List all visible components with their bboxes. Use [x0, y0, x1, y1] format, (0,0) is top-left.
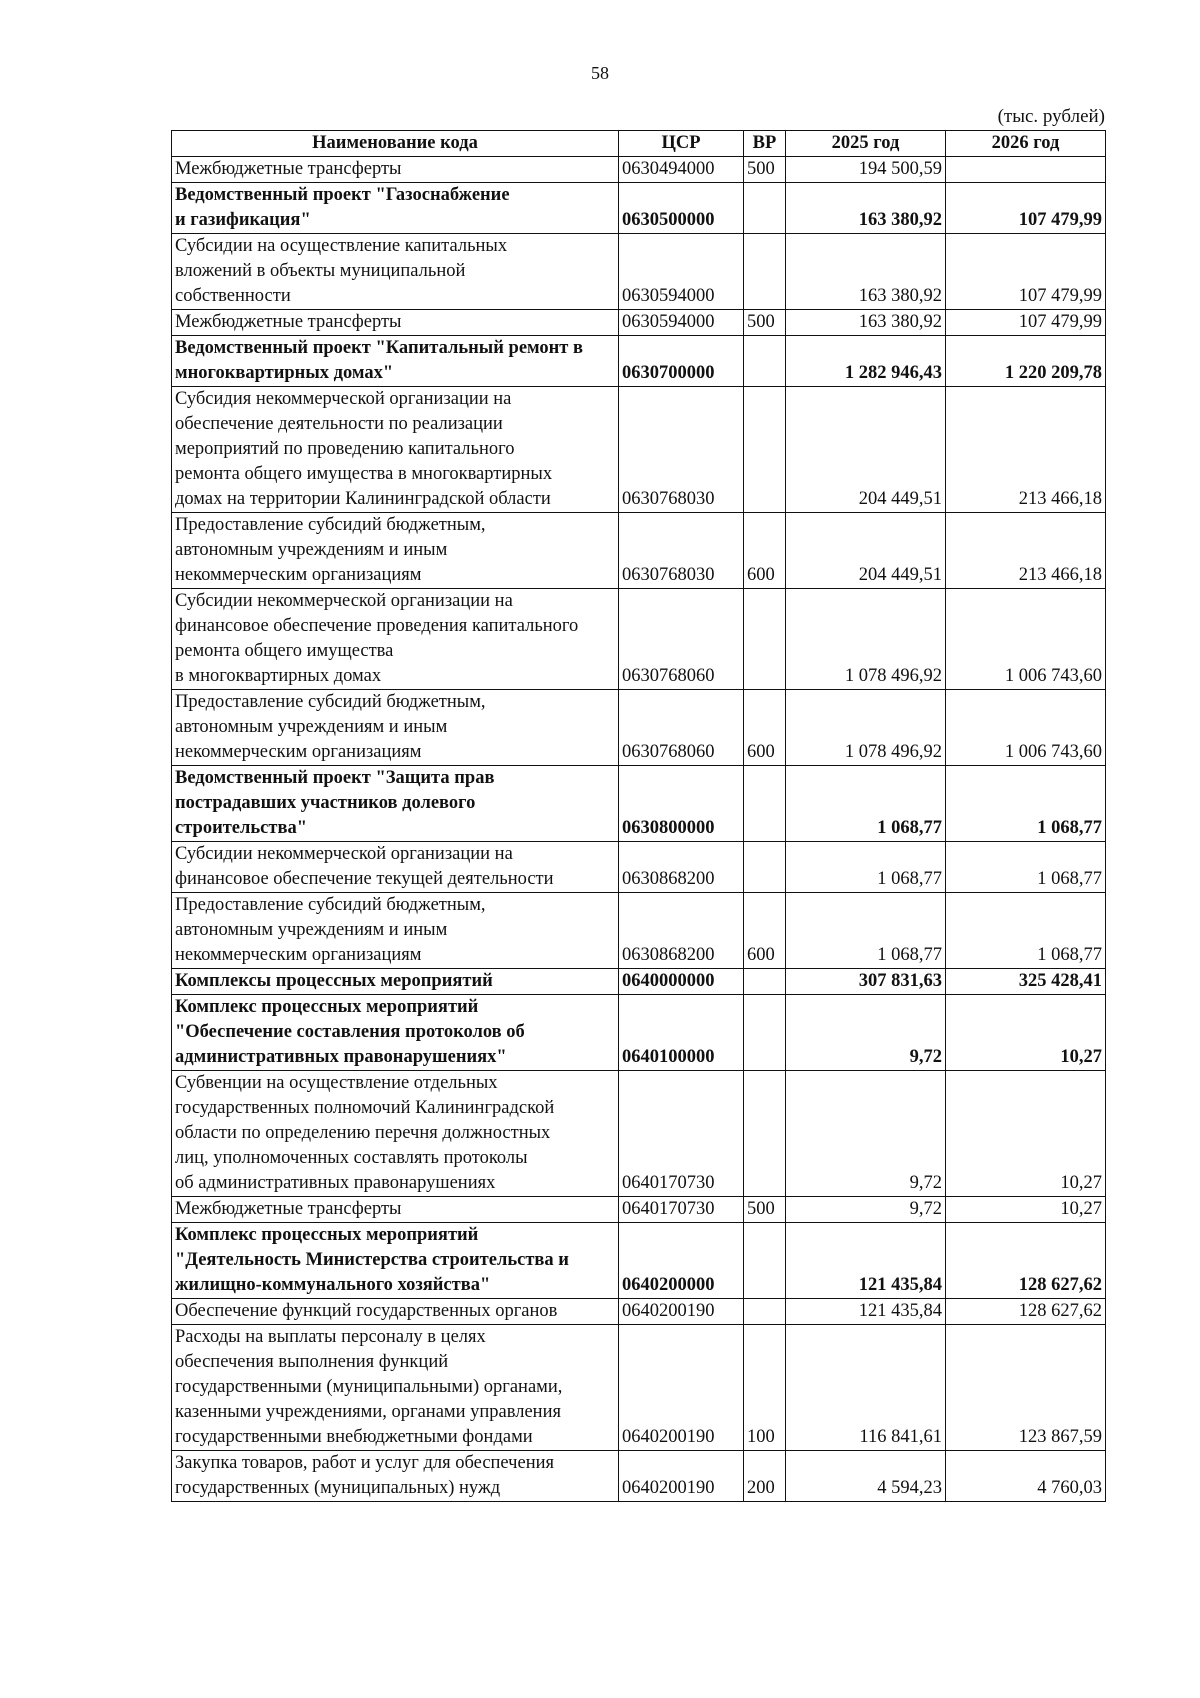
table-row — [172, 1325, 1106, 1451]
row-2025: 1 078 496,92 — [786, 589, 946, 690]
row-2026: 10,27 — [946, 1197, 1106, 1223]
row-vr — [744, 766, 786, 842]
row-csr: 0630768030 — [619, 387, 744, 513]
table-row — [172, 336, 1106, 387]
row-csr: 0640170730 — [619, 1071, 744, 1197]
row-vr: 100 — [744, 1325, 786, 1451]
budget-table — [171, 130, 1106, 1502]
row-name-line: Предоставление субсидий бюджетным, — [175, 515, 486, 535]
row-name-line: в многоквартирных домах — [175, 666, 382, 686]
row-name-line: Межбюджетные трансферты — [175, 312, 402, 332]
row-2025: 9,72 — [786, 995, 946, 1071]
row-2026: 213 466,18 — [946, 387, 1106, 513]
row-name-line: автономным учреждениям и иным — [175, 920, 448, 940]
row-vr — [744, 1071, 786, 1197]
row-name-line: Межбюджетные трансферты — [175, 1199, 402, 1219]
row-name — [172, 893, 619, 969]
row-csr: 0630868200 — [619, 893, 744, 969]
row-2025: 1 282 946,43 — [786, 336, 946, 387]
row-name-line: ремонта общего имущества — [175, 641, 394, 661]
row-name-line: административных правонарушениях" — [175, 1047, 507, 1067]
row-2025: 121 435,84 — [786, 1299, 946, 1325]
row-name-line: государственными (муниципальными) органами, — [175, 1377, 563, 1397]
row-csr: 0630768060 — [619, 690, 744, 766]
row-vr — [744, 183, 786, 234]
row-name-line: Межбюджетные трансферты — [175, 159, 402, 179]
row-csr: 0640000000 — [619, 969, 744, 995]
table-body — [172, 157, 1106, 1502]
row-name-line: "Обеспечение составления протоколов об — [175, 1022, 525, 1042]
header-vr: ВР — [744, 131, 786, 157]
row-name-line: Предоставление субсидий бюджетным, — [175, 895, 486, 915]
row-vr — [744, 234, 786, 310]
row-name-line: финансовое обеспечение текущей деятельности — [175, 869, 554, 889]
row-2025: 1 068,77 — [786, 842, 946, 893]
row-2026: 1 006 743,60 — [946, 690, 1106, 766]
row-name-line: области по определению перечня должностных — [175, 1123, 551, 1143]
row-name — [172, 969, 619, 995]
row-2026: 4 760,03 — [946, 1451, 1106, 1502]
row-name-line: Комплексы процессных мероприятий — [175, 971, 493, 991]
table-row — [172, 893, 1106, 969]
row-name — [172, 513, 619, 589]
row-name-line: Комплекс процессных мероприятий — [175, 997, 479, 1017]
row-csr: 0640100000 — [619, 995, 744, 1071]
row-name — [172, 1451, 619, 1502]
table-row — [172, 842, 1106, 893]
row-name-line: лиц, уполномоченных составлять протоколы — [175, 1148, 528, 1168]
row-name — [172, 387, 619, 513]
row-csr: 0640200190 — [619, 1299, 744, 1325]
row-name — [172, 589, 619, 690]
row-2026: 10,27 — [946, 995, 1106, 1071]
row-vr: 500 — [744, 310, 786, 336]
row-name — [172, 310, 619, 336]
row-2025: 4 594,23 — [786, 1451, 946, 1502]
page-number: 58 — [591, 63, 609, 83]
row-csr: 0630494000 — [619, 157, 744, 183]
header-2026: 2026 год — [946, 131, 1106, 157]
row-2026 — [946, 157, 1106, 183]
row-name-line: Комплекс процессных мероприятий — [175, 1225, 479, 1245]
row-vr: 500 — [744, 157, 786, 183]
row-name-line: собственности — [175, 286, 291, 306]
row-csr: 0630868200 — [619, 842, 744, 893]
row-2026: 128 627,62 — [946, 1223, 1106, 1299]
row-csr: 0630594000 — [619, 234, 744, 310]
row-name-line: некоммерческим организациям — [175, 945, 422, 965]
row-2026: 10,27 — [946, 1071, 1106, 1197]
table-row — [172, 995, 1106, 1071]
row-name-line: Ведомственный проект "Защита прав — [175, 768, 495, 788]
row-2025: 163 380,92 — [786, 234, 946, 310]
row-name-line: домах на территории Калининградской области — [175, 489, 551, 509]
row-vr: 500 — [744, 1197, 786, 1223]
table-row — [172, 589, 1106, 690]
row-2025: 194 500,59 — [786, 157, 946, 183]
table-row — [172, 310, 1106, 336]
row-name-line: строительства" — [175, 818, 307, 838]
row-name — [172, 234, 619, 310]
table-row — [172, 1451, 1106, 1502]
row-2026: 107 479,99 — [946, 234, 1106, 310]
row-csr: 0630768060 — [619, 589, 744, 690]
table-row — [172, 1071, 1106, 1197]
row-2026: 1 068,77 — [946, 842, 1106, 893]
row-csr: 0630700000 — [619, 336, 744, 387]
table-row — [172, 766, 1106, 842]
row-name-line: мероприятий по проведению капитального — [175, 439, 515, 459]
row-vr: 600 — [744, 893, 786, 969]
row-2026: 325 428,41 — [946, 969, 1106, 995]
row-name-line: жилищно-коммунального хозяйства" — [175, 1275, 491, 1295]
header-2025: 2025 год — [786, 131, 946, 157]
row-vr — [744, 1299, 786, 1325]
row-2025: 1 068,77 — [786, 893, 946, 969]
row-name-line: Закупка товаров, работ и услуг для обеспечения — [175, 1453, 555, 1473]
row-vr — [744, 387, 786, 513]
table-row — [172, 234, 1106, 310]
row-name-line: некоммерческим организациям — [175, 742, 422, 762]
table-row — [172, 387, 1106, 513]
row-2025: 9,72 — [786, 1071, 946, 1197]
row-name-line: Ведомственный проект "Газоснабжение — [175, 185, 510, 205]
row-name — [172, 842, 619, 893]
row-vr: 600 — [744, 513, 786, 589]
table-row — [172, 157, 1106, 183]
row-2026: 1 220 209,78 — [946, 336, 1106, 387]
row-name-line: автономным учреждениям и иным — [175, 540, 448, 560]
row-name — [172, 1299, 619, 1325]
row-csr: 0640200000 — [619, 1223, 744, 1299]
row-2025: 121 435,84 — [786, 1223, 946, 1299]
row-name-line: Предоставление субсидий бюджетным, — [175, 692, 486, 712]
row-csr: 0640170730 — [619, 1197, 744, 1223]
row-2026: 107 479,99 — [946, 183, 1106, 234]
row-csr: 0630800000 — [619, 766, 744, 842]
row-name-line: ремонта общего имущества в многоквартирных — [175, 464, 553, 484]
row-vr — [744, 1223, 786, 1299]
row-name-line: финансовое обеспечение проведения капитального — [175, 616, 579, 636]
row-name-line: некоммерческим организациям — [175, 565, 422, 585]
row-name-line: Субсидия некоммерческой организации на — [175, 389, 512, 409]
row-2025: 1 078 496,92 — [786, 690, 946, 766]
row-2026: 1 068,77 — [946, 766, 1106, 842]
row-csr: 0630594000 — [619, 310, 744, 336]
row-csr: 0640200190 — [619, 1325, 744, 1451]
row-2025: 116 841,61 — [786, 1325, 946, 1451]
header-row — [172, 131, 1106, 157]
row-2026: 213 466,18 — [946, 513, 1106, 589]
row-name-line: Субвенции на осуществление отдельных — [175, 1073, 498, 1093]
row-2025: 163 380,92 — [786, 310, 946, 336]
row-2026: 1 006 743,60 — [946, 589, 1106, 690]
row-name-line: государственных (муниципальных) нужд — [175, 1478, 501, 1498]
row-2025: 307 831,63 — [786, 969, 946, 995]
table-row — [172, 1197, 1106, 1223]
row-name-line: "Деятельность Министерства строительства и — [175, 1250, 569, 1270]
row-vr — [744, 969, 786, 995]
row-name — [172, 690, 619, 766]
row-name-line: Ведомственный проект "Капитальный ремонт в — [175, 338, 584, 358]
row-name — [172, 1197, 619, 1223]
row-name-line: и газификация" — [175, 210, 311, 230]
row-csr: 0630500000 — [619, 183, 744, 234]
row-2025: 204 449,51 — [786, 387, 946, 513]
row-name-line: Расходы на выплаты персоналу в целях — [175, 1327, 486, 1347]
row-2025: 9,72 — [786, 1197, 946, 1223]
row-2025: 163 380,92 — [786, 183, 946, 234]
row-name-line: пострадавших участников долевого — [175, 793, 476, 813]
table-header — [172, 131, 1106, 157]
row-name-line: Обеспечение функций государственных органов — [175, 1301, 558, 1321]
row-name — [172, 995, 619, 1071]
row-name-line: обеспечения выполнения функций — [175, 1352, 449, 1372]
row-vr — [744, 842, 786, 893]
table-row — [172, 1299, 1106, 1325]
row-name-line: многоквартирных домах" — [175, 363, 394, 383]
row-name-line: автономным учреждениям и иным — [175, 717, 448, 737]
table-row — [172, 1223, 1106, 1299]
row-2025: 204 449,51 — [786, 513, 946, 589]
row-name-line: Субсидии некоммерческой организации на — [175, 591, 513, 611]
row-name — [172, 1071, 619, 1197]
row-2025: 1 068,77 — [786, 766, 946, 842]
row-name-line: об административных правонарушениях — [175, 1173, 496, 1193]
row-name — [172, 766, 619, 842]
row-2026: 1 068,77 — [946, 893, 1106, 969]
row-name-line: Субсидии некоммерческой организации на — [175, 844, 513, 864]
row-name-line: государственными внебюджетными фондами — [175, 1427, 533, 1447]
row-name-line: вложений в объекты муниципальной — [175, 261, 466, 281]
row-vr: 600 — [744, 690, 786, 766]
row-vr: 200 — [744, 1451, 786, 1502]
row-name — [172, 336, 619, 387]
row-2026: 128 627,62 — [946, 1299, 1106, 1325]
row-name — [172, 183, 619, 234]
row-csr: 0630768030 — [619, 513, 744, 589]
row-name-line: обеспечение деятельности по реализации — [175, 414, 503, 434]
row-2026: 123 867,59 — [946, 1325, 1106, 1451]
table-row — [172, 183, 1106, 234]
table-row — [172, 690, 1106, 766]
row-vr — [744, 589, 786, 690]
header-csr: ЦСР — [619, 131, 744, 157]
row-name-line: казенными учреждениями, органами управления — [175, 1402, 561, 1422]
row-2026: 107 479,99 — [946, 310, 1106, 336]
table-row — [172, 513, 1106, 589]
row-name-line: Субсидии на осуществление капитальных — [175, 236, 508, 256]
header-name: Наименование кода — [172, 131, 619, 157]
row-name-line: государственных полномочий Калининградской — [175, 1098, 555, 1118]
row-name — [172, 1223, 619, 1299]
row-vr — [744, 995, 786, 1071]
units-label: (тыс. рублей) — [997, 106, 1105, 127]
row-vr — [744, 336, 786, 387]
row-name — [172, 1325, 619, 1451]
table-row — [172, 969, 1106, 995]
row-name — [172, 157, 619, 183]
row-csr: 0640200190 — [619, 1451, 744, 1502]
